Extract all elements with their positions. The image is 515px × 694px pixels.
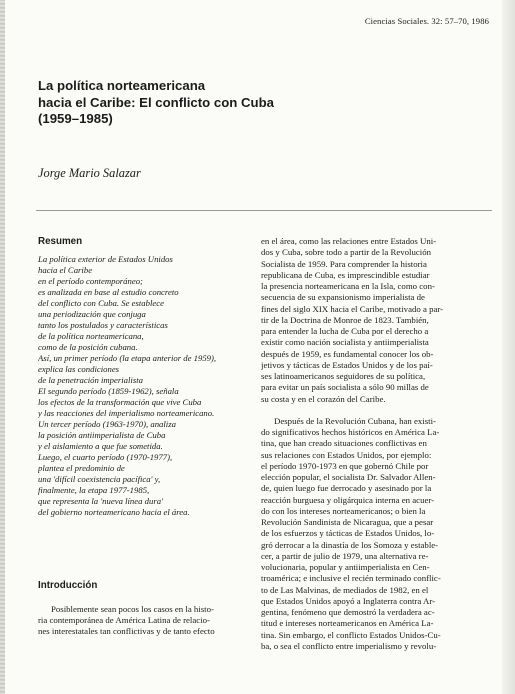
journal-header: Ciencias Sociales. 32: 57–70, 1986 — [364, 16, 489, 26]
text-line: la posición antiimperialista de Cuba — [38, 430, 166, 440]
text-line: y el aislamiento a que fue sometida. — [38, 441, 163, 451]
text-line: en el área, como las relaciones entre Estados Uni- — [261, 236, 437, 246]
text-line: Posiblemente sean pocos los casos en la histo- — [51, 604, 214, 614]
title-line: hacia el Caribe: El conflicto con Cuba — [38, 94, 274, 110]
text-line: ria contemporánea de América Latina de relacio- — [38, 615, 210, 626]
text-line: como de la posición cubana. — [38, 342, 138, 352]
text-line: tir de la Doctrina de Monroe de 1823. También, — [261, 314, 429, 325]
text-line: los efectos de la transformación que vive Cuba — [38, 397, 202, 407]
text-line: Después de la Revolución Cubana, han existi- — [274, 415, 436, 426]
article-title — [38, 78, 274, 128]
text-line: existir como nación socialista y antiimperialista — [261, 337, 429, 348]
text-line: do significativos hechos históricos en América La- — [261, 427, 440, 437]
text-line: una periodización que conjuga — [38, 309, 146, 319]
text-line: una 'difícil coexistencia pacífica' y, — [38, 474, 161, 484]
text-line: titud e intereses norteamericanos en América La- — [261, 618, 434, 629]
author-name: Jorge Mario Salazar — [38, 166, 141, 180]
text-line: Luego, el cuarto período (1970-1977), — [38, 452, 173, 462]
text-line: Revolución Sandinista de Nicaragua, que a pesar — [261, 517, 434, 527]
text-line: reacción burguesa y oligárquica interna en acuer- — [261, 494, 435, 505]
title-line: La política norteamericana — [38, 78, 206, 93]
text-line: del gobierno norteamericano hacia el área. — [38, 507, 190, 517]
text-line: explica las condiciones — [38, 364, 120, 374]
text-line: de la penetración imperialista — [38, 375, 143, 385]
text-line: jetivos y tácticas de Estados Unidos y de los paí- — [261, 359, 433, 370]
text-line: secuencia de su expansionismo imperialista de — [261, 292, 425, 303]
title-line: (1959–1985) — [38, 111, 113, 127]
text-line: ses latinoamericanos seguidores de su política, — [261, 371, 426, 381]
text-line: to de Las Malvinas, de mediados de 1982, en el — [261, 584, 429, 595]
text-line: el período 1970-1973 en que gobernó Chile por — [261, 460, 429, 471]
introduccion-text — [38, 604, 248, 638]
text-line: en el período contemporáneo; — [38, 276, 143, 286]
text-line: la presencia norteamericana en la Isla, como con- — [261, 281, 435, 291]
text-line: para evitar un país socialista a sólo 90 millas de — [261, 382, 429, 393]
right-column-text — [261, 236, 492, 652]
text-line: tanto los postulados y características — [38, 320, 168, 330]
text-line: gentina, fenómeno que demostró la verdadera ac- — [261, 607, 435, 617]
text-line: Socialista de 1959. Para comprender la historia — [261, 258, 427, 269]
paragraph-gap — [261, 405, 492, 416]
text-line: de la política norteamericana, — [38, 331, 144, 341]
separator-rule — [36, 210, 492, 211]
text-line: nes interestatales tan conflictivas y de tanto efecto — [38, 626, 215, 637]
text-line: finalmente, la etapa 1977-1985, — [38, 485, 150, 495]
text-line: volucionaria, popular y antiimperialista en Cen- — [261, 562, 430, 572]
text-line: gró derrocar a la dinastía de los Somoza y estable- — [261, 539, 439, 550]
resumen-heading: Resumen — [38, 236, 83, 247]
text-line: Así, un primer período (la etapa anterior de 1959), — [38, 353, 217, 363]
text-line: elección popular, el socialista Dr. Salvador Allen- — [261, 472, 436, 482]
scan-edge — [0, 0, 5, 694]
text-line: El segundo período (1859-1962), señala — [38, 386, 179, 396]
text-line: después de 1959, es fundamental conocer los ob- — [261, 348, 434, 359]
text-line: es analizada en base al estudio concreto — [38, 287, 179, 297]
text-line: cer, a partir de julio de 1979, una alternativa re- — [261, 550, 429, 561]
text-line: y las reacciones del imperialismo norteamericano. — [38, 408, 215, 418]
text-line: ba, o sea el conflicto entre imperialismo y revolu- — [261, 640, 437, 651]
text-line: de, quien luego fue derrocado y asesinado por la — [261, 483, 432, 494]
text-line: que Estados Unidos apoyó a Inglaterra contra Ar- — [261, 595, 435, 606]
text-line: que representa la 'nueva línea dura' — [38, 496, 163, 506]
text-line: de los esfuerzos y tácticas de Estados Unidos, lo- — [261, 528, 435, 539]
text-line: sus relaciones con Estados Unidos, por ejemplo: — [261, 449, 432, 460]
text-line: La política exterior de Estados Unidos — [38, 254, 173, 264]
text-line: tina, que han creado situaciones conflictivas en — [261, 438, 427, 449]
text-line: plantea el predominio de — [38, 463, 125, 473]
text-line: su costa y en el corazón del Caribe. — [261, 393, 386, 404]
text-line: del conflicto con Cuba. Se establece — [38, 298, 164, 308]
text-line: tina. Sin embargo, el conflicto Estados Unidos-Cu- — [261, 629, 441, 640]
text-line: republicana de Cuba, es imprescindible estudiar — [261, 269, 430, 280]
text-line: troamérica; e inclusive el recién terminado conflic- — [261, 573, 441, 584]
text-line: fines del siglo XIX hacia el Caribe, motivado a par- — [261, 303, 444, 314]
resumen-text — [38, 254, 216, 518]
text-line: do con los intereses norteamericanos; o bien la — [261, 505, 426, 516]
text-line: Un tercer período (1963-1970), analiza — [38, 419, 176, 429]
text-line: para entender la lucha de Cuba por el derecho a — [261, 326, 429, 336]
introduccion-heading: Introducción — [38, 580, 98, 591]
text-line: dos y Cuba, sobre todo a partir de la Revolución — [261, 247, 432, 258]
text-line: hacia el Caribe — [38, 265, 93, 275]
page-shadow — [502, 0, 515, 694]
